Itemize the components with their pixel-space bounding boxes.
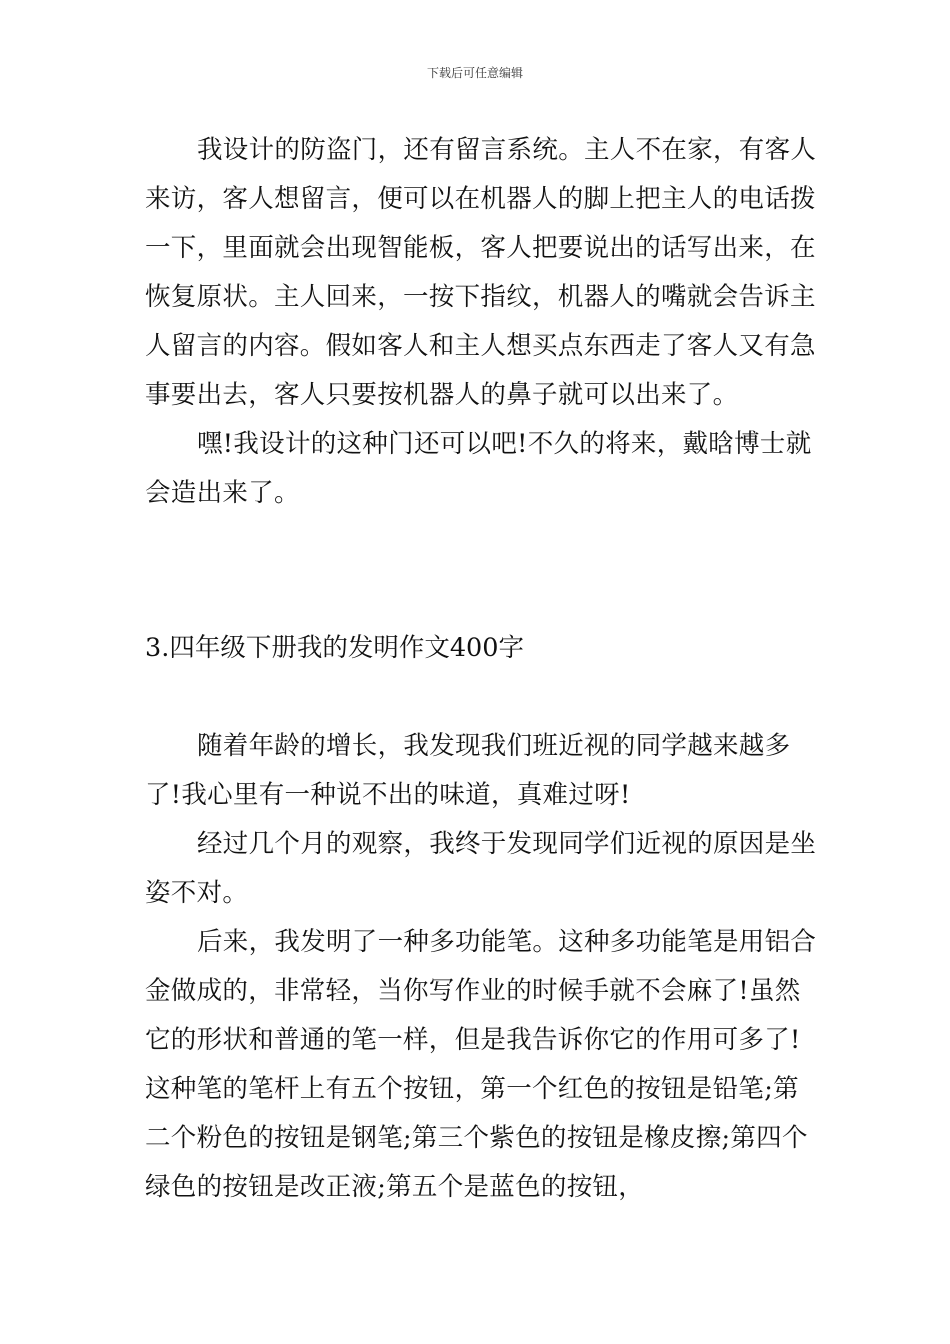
page-header: 下载后可任意编辑 [426,66,523,80]
essay-part-top [145,126,817,518]
section-heading: 3.四年级下册我的发明作文400字 [145,633,525,663]
paragraph: 经过几个月的观察，我终于发现同学们近视的原因是坐姿不对。 [145,829,817,908]
essay-part-bottom [145,722,817,1212]
paragraph: 我设计的防盗门，还有留言系统。主人不在家，有客人来访，客人想留言，便可以在机器人的脚上把主人的电话拨一下，里面就会出现智能板，客人把要说出的话写出来，在恢复原状。主人回来，一按下指纹，机器人的嘴就会告诉主人留言的内容。假如客人和主人想买点东西走了客人又有急事要出去，客人只要按机器人的鼻子就可以出来了。 [145,135,817,410]
paragraph: 后来，我发明了一种多功能笔。这种多功能笔是用铝合金做成的，非常轻，当你写作业的时候手就不会麻了!虽然它的形状和普通的笔一样，但是我告诉你它的作用可多了!这种笔的笔杆上有五个按钮，第一个红色的按钮是铅笔;第二个粉色的按钮是钢笔;第三个紫色的按钮是橡皮擦;第四个绿色的按钮是改正液;第五个是蓝色的按钮， [145,927,817,1202]
paragraph: 嘿!我设计的这种门还可以吧!不久的将来，戴晗博士就会造出来了。 [145,429,812,508]
paragraph: 随着年龄的增长，我发现我们班近视的同学越来越多了!我心里有一种说不出的味道，真难过呀! [145,731,791,810]
